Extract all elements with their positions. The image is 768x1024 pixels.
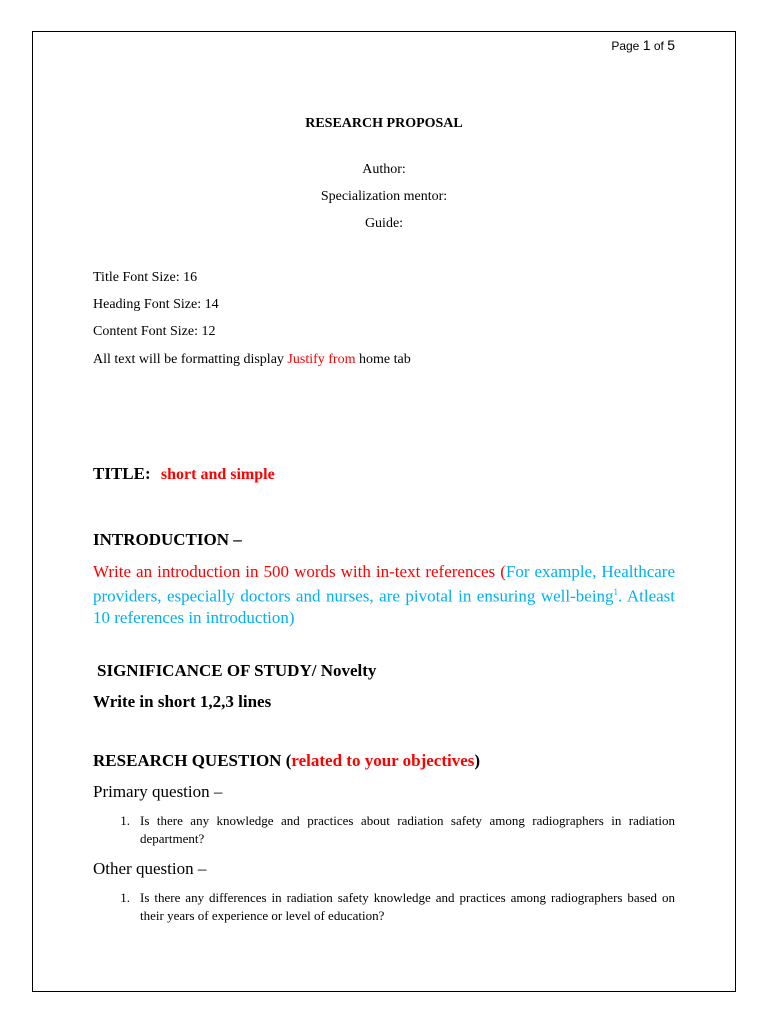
title-label: TITLE:	[93, 464, 151, 483]
mentor-line: Specialization mentor:	[320, 189, 448, 204]
page-number	[611, 37, 675, 53]
justify-suffix: home tab	[355, 352, 411, 367]
list-item	[93, 889, 675, 925]
intro-example: For example, Healthcare providers, especially doctors and nurses, are pivotal in ensuring well-being	[93, 562, 675, 606]
list-text: Is there any differences in radiation safety knowledge and practices among radiographers based on their years of experience or level of education?	[140, 890, 675, 923]
title-font-size-note: Title Font Size: 16	[93, 270, 198, 285]
list-item	[93, 812, 675, 848]
justify-note	[93, 352, 411, 368]
primary-question-label: Primary question –	[93, 782, 223, 801]
intro-citation: 1	[613, 587, 619, 597]
list-text: Is there any knowledge and practices about radiation safety among radiographers in radiation department?	[140, 813, 675, 846]
introduction-heading: INTRODUCTION –	[93, 530, 242, 549]
rq-suffix: )	[474, 751, 481, 770]
title-hint: short and simple	[160, 466, 275, 483]
rq-prefix: RESEARCH QUESTION (	[93, 751, 292, 770]
list-index: 1.	[120, 890, 130, 905]
list-index: 1.	[120, 813, 130, 828]
content-font-size-note: Content Font Size: 12	[93, 324, 216, 339]
intro-instruction: Write an introduction in 500 words with in-text references (	[93, 562, 506, 581]
significance-subheading: Write in short 1,2,3 lines	[93, 692, 272, 711]
justify-highlight: Justify from	[287, 352, 356, 367]
page-total: 5	[667, 37, 675, 53]
page-label: Page	[611, 39, 640, 53]
page-current: 1	[642, 37, 651, 53]
research-question-heading	[93, 751, 480, 771]
document-title: RESEARCH PROPOSAL	[305, 116, 463, 131]
title-section	[93, 464, 275, 484]
introduction-text	[93, 561, 675, 628]
other-question-label: Other question –	[93, 859, 207, 878]
significance-heading: SIGNIFICANCE OF STUDY/ Novelty	[97, 661, 377, 680]
author-line: Author:	[362, 162, 406, 177]
guide-line: Guide:	[364, 216, 404, 231]
page-of: of	[653, 39, 664, 53]
justify-prefix: All text will be formatting display	[93, 352, 288, 367]
heading-font-size-note: Heading Font Size: 14	[93, 297, 219, 312]
rq-highlight: related to your objectives	[291, 751, 475, 770]
intro-example-end: . Atleast 10 references in introduction)	[93, 586, 676, 627]
document-page	[32, 31, 736, 992]
